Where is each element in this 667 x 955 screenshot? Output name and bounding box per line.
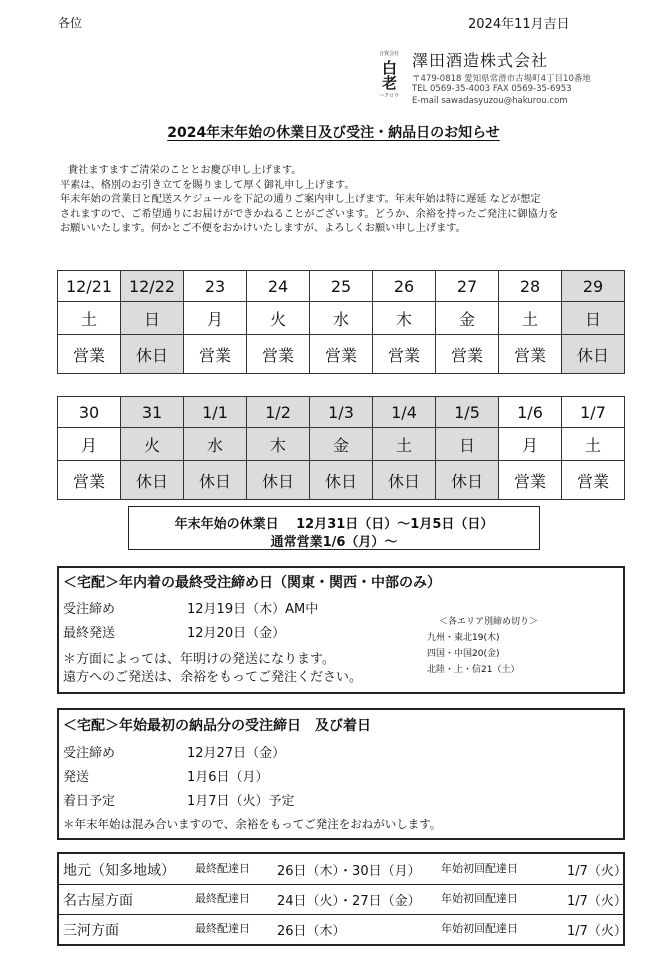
resume-date: 通常営業1/6（月）～: [270, 535, 398, 550]
ship-value: 1月6日（月）: [187, 770, 269, 785]
status-cell: 営業: [310, 335, 373, 374]
calendar-week-1: [57, 270, 625, 374]
intro-text: [60, 164, 600, 237]
new-year-delivery-box: [57, 708, 625, 840]
row-divider: [59, 884, 623, 885]
date-cell: 12/22: [121, 271, 184, 302]
weekday-cell: 土: [58, 302, 121, 335]
weekday-cell: 水: [184, 428, 247, 461]
first-delivery-label: 年始初回配達日: [441, 922, 518, 935]
status-cell: 休日: [562, 335, 625, 374]
weekday-cell: 金: [436, 302, 499, 335]
box1-heading: ＜宅配＞年内着の最終受注締め日（関東・関西・中部のみ）: [63, 575, 441, 591]
weekday-cell: 火: [247, 302, 310, 335]
area-deadline: 四国・中国20(金): [427, 649, 500, 659]
logo-small-bottom: ハクロウ: [378, 93, 399, 99]
weekday-cell: 土: [373, 428, 436, 461]
arrival-value: 1月7日（火）予定: [187, 794, 295, 809]
status-cell: 休日: [310, 461, 373, 500]
area-deadline: 九州・東北19(木): [427, 633, 500, 643]
weekday-cell: 水: [310, 302, 373, 335]
weekday-cell: 金: [310, 428, 373, 461]
weekday-cell: 木: [247, 428, 310, 461]
area-deadline-title: ＜各エリア別締め切り＞: [439, 617, 539, 627]
status-cell: 営業: [247, 335, 310, 374]
status-cell: 休日: [121, 335, 184, 374]
intro-line: 貴社ますますご清栄のこととお慶び申し上げます。: [68, 165, 302, 176]
weekday-cell: 日: [436, 428, 499, 461]
last-ship-value: 12月20日（金）: [187, 626, 286, 641]
intro-line: お願いいたします。何かとご不便をおかけいたしますが、よろしくお願い申し上げます。: [60, 223, 466, 235]
company-name: 澤田酒造株式会社: [412, 51, 549, 70]
date-cell: 30: [58, 397, 121, 428]
status-cell: 営業: [499, 461, 562, 500]
company-email: E-mail sawadasyuzou@hakurou.com: [412, 96, 568, 106]
date-cell: 27: [436, 271, 499, 302]
company-address: 〒479-0818 愛知県常滑市古場町4丁目10番地: [412, 74, 591, 84]
date-cell: 24: [247, 271, 310, 302]
last-delivery-label: 最終配達日: [195, 922, 250, 935]
date-cell: 28: [499, 271, 562, 302]
last-delivery-value: 26日（木）: [277, 924, 346, 939]
date-cell: 12/21: [58, 271, 121, 302]
date-cell: 31: [121, 397, 184, 428]
date-cell: 1/4: [373, 397, 436, 428]
holiday-summary: [128, 506, 540, 550]
holiday-period: 年末年始の休業日 12月31日（日）～1月5日（日）: [174, 517, 494, 532]
weekday-cell: 日: [562, 302, 625, 335]
date-cell: 23: [184, 271, 247, 302]
area-name: 三河方面: [63, 923, 119, 939]
last-delivery-value: 24日（火）・27日（金）: [277, 894, 421, 909]
weekday-cell: 月: [499, 428, 562, 461]
status-cell: 営業: [436, 335, 499, 374]
first-delivery-label: 年始初回配達日: [441, 892, 518, 905]
last-delivery-label: 最終配達日: [195, 892, 250, 905]
intro-line: されますので、ご希望通りにお届けができかねることがございます。どうか、余裕を持ったご発注に御協力を: [60, 208, 559, 220]
logo-mark: 白老: [380, 60, 398, 90]
note-line: 遠方へのご発送は、余裕をもってご発注ください。: [63, 670, 363, 685]
date-cell: 1/6: [499, 397, 562, 428]
first-delivery-value: 1/7（火）: [567, 864, 627, 879]
last-delivery-value: 26日（木）・30日（月）: [277, 864, 421, 879]
order-deadline-value: 12月19日（木）AM中: [187, 602, 319, 617]
status-cell: 休日: [436, 461, 499, 500]
year-end-deadline-box: [57, 566, 625, 694]
logo-small-top: 合資会社: [378, 51, 399, 57]
status-cell: 休日: [373, 461, 436, 500]
ship-label: 発送: [63, 770, 90, 785]
brand-logo: [372, 50, 406, 102]
weekday-cell: 火: [121, 428, 184, 461]
weekday-cell: 木: [373, 302, 436, 335]
order-deadline-value: 12月27日（金）: [187, 746, 286, 761]
issue-date: 2024年11月吉日: [468, 17, 570, 32]
last-delivery-label: 最終配達日: [195, 862, 250, 875]
date-cell: 26: [373, 271, 436, 302]
status-cell: 休日: [247, 461, 310, 500]
date-cell: 1/3: [310, 397, 373, 428]
intro-line: 年末年始の営業日と配送スケジュールを下記の通りご案内申し上げます。年末年始は特に遅延 などが想定: [60, 194, 541, 206]
note-line: ＊年末年始は混み合いますので、余裕をもってご発注をおねがいします。: [63, 817, 442, 831]
status-cell: 休日: [184, 461, 247, 500]
status-cell: 営業: [58, 461, 121, 500]
recipient: 各位: [58, 16, 83, 30]
date-cell: 1/7: [562, 397, 625, 428]
weekday-cell: 日: [121, 302, 184, 335]
delivery-schedule-table: [57, 852, 625, 946]
weekday-cell: 月: [58, 428, 121, 461]
last-ship-label: 最終発送: [63, 626, 116, 641]
status-cell: 営業: [562, 461, 625, 500]
date-cell: 1/5: [436, 397, 499, 428]
area-name: 名古屋方面: [63, 893, 133, 909]
order-deadline-label: 受注締め: [63, 602, 116, 617]
area-name: 地元（知多地域）: [63, 863, 175, 879]
first-delivery-value: 1/7（火）: [567, 894, 627, 909]
status-cell: 休日: [121, 461, 184, 500]
weekday-cell: 月: [184, 302, 247, 335]
arrival-label: 着日予定: [63, 794, 116, 809]
order-deadline-label: 受注締め: [63, 746, 116, 761]
note-line: ＊方面によっては、年明けの発送になります。: [63, 652, 335, 667]
company-phone: TEL 0569-35-4003 FAX 0569-35-6953: [412, 84, 572, 94]
first-delivery-value: 1/7（火）: [567, 924, 627, 939]
status-cell: 営業: [184, 335, 247, 374]
status-cell: 営業: [373, 335, 436, 374]
weekday-cell: 土: [562, 428, 625, 461]
page-title: 2024年末年始の休業日及び受注・納品日のお知らせ: [167, 125, 500, 141]
date-cell: 1/1: [184, 397, 247, 428]
weekday-cell: 土: [499, 302, 562, 335]
date-cell: 1/2: [247, 397, 310, 428]
status-cell: 営業: [58, 335, 121, 374]
status-cell: 営業: [499, 335, 562, 374]
date-cell: 25: [310, 271, 373, 302]
area-deadline: 北陸・上・信21（土）: [427, 665, 520, 675]
row-divider: [59, 914, 623, 915]
first-delivery-label: 年始初回配達日: [441, 862, 518, 875]
date-cell: 29: [562, 271, 625, 302]
intro-line: 平素は、格別のお引き立てを賜りまして厚く御礼申し上げます。: [60, 179, 355, 191]
calendar-week-2: [57, 396, 625, 500]
box2-heading: ＜宅配＞年始最初の納品分の受注締日 及び着日: [63, 718, 371, 734]
